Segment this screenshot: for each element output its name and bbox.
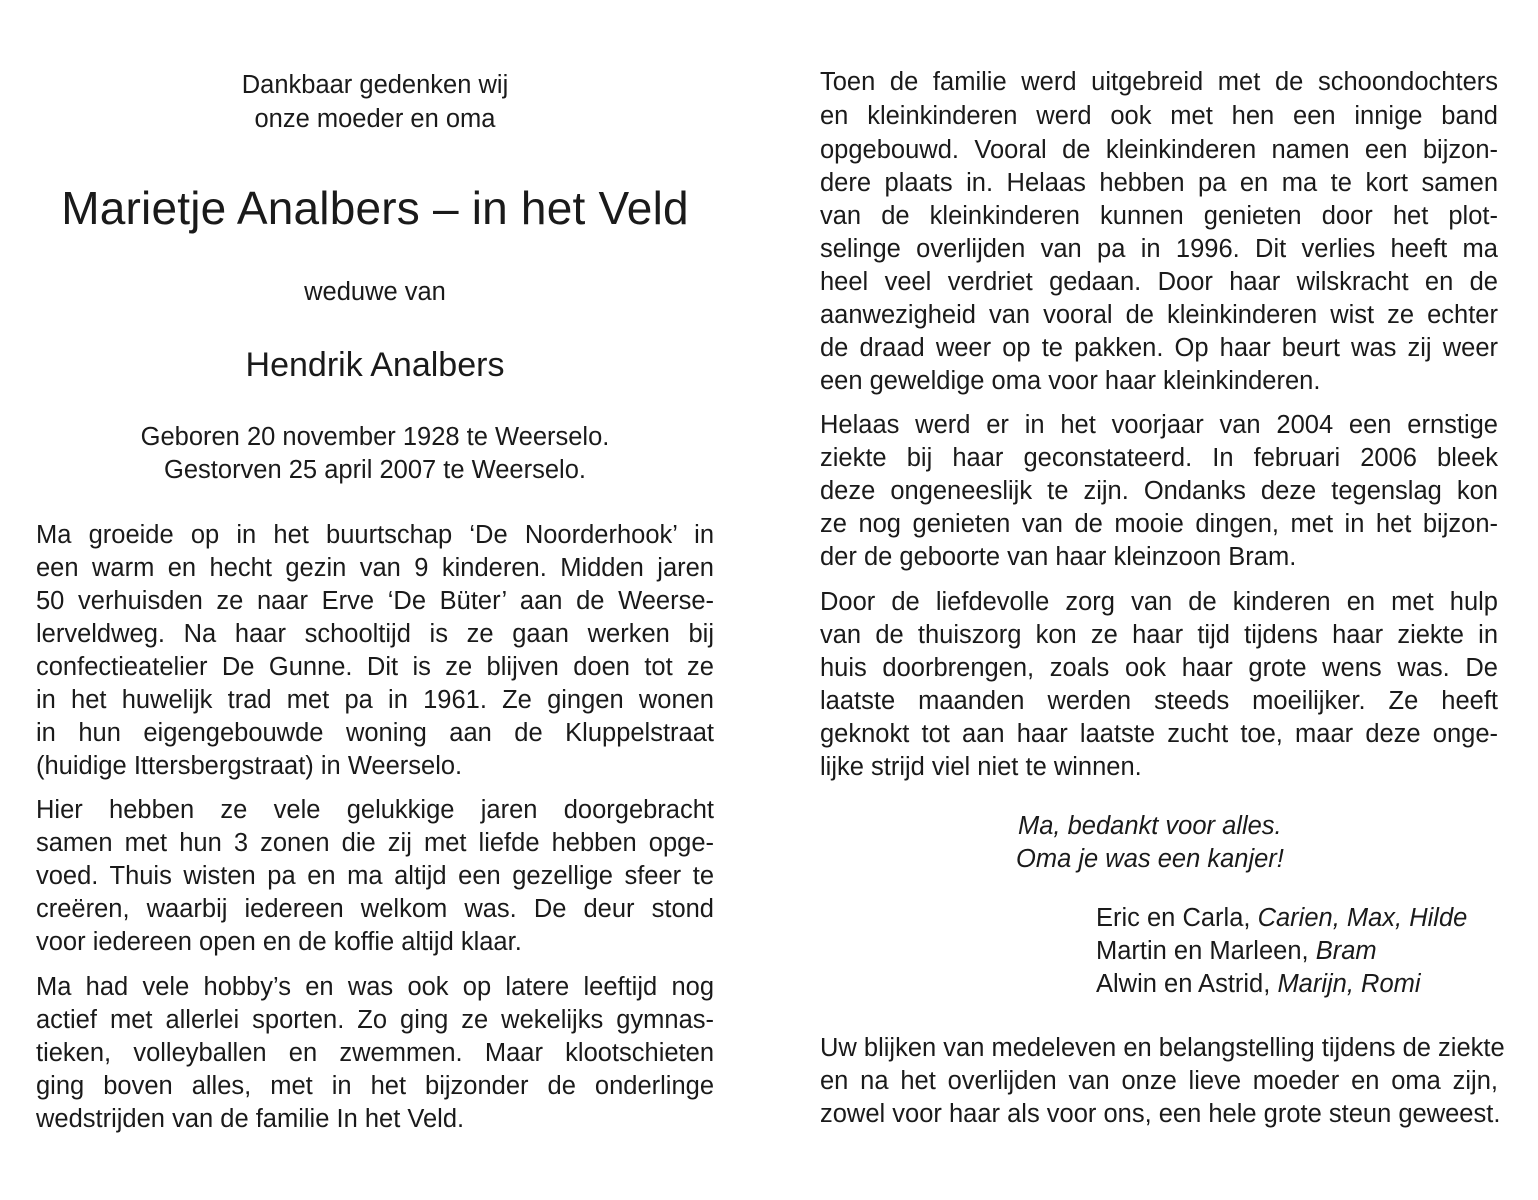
paragraph-line: creëren, waarbij iedereen welkom was. De deur stond xyxy=(36,895,714,923)
paragraph-line: opgebouwd. Vooral de kleinkinderen namen een bijzon- xyxy=(820,136,1498,164)
intro-line: onze moeder en oma xyxy=(254,105,496,133)
paragraph-line: in hun eigengebouwde woning aan de Kluppelstraat xyxy=(36,719,714,747)
paragraph-line: geknokt tot aan haar laatste zucht toe, maar deze onge- xyxy=(820,720,1498,748)
family-line xyxy=(1096,901,1467,935)
paragraph-line: een geweldige oma voor haar kleinkinderen. xyxy=(820,367,1321,395)
paragraph-line: huis doorbrengen, zoals ook haar grote wens was. De xyxy=(820,654,1498,682)
paragraph-line: confectieatelier De Gunne. Dit is ze blijven doen tot ze xyxy=(36,653,714,681)
paragraph-line: Helaas werd er in het voorjaar van 2004 een ernstige xyxy=(820,411,1498,439)
paragraph-line: deze ongeneeslijk te zijn. Ondanks deze tegenslag kon xyxy=(820,477,1498,505)
paragraph-line: selinge overlijden van pa in 1996. Dit verlies heeft ma xyxy=(820,235,1498,263)
paragraph-line: voor iedereen open en de koffie altijd klaar. xyxy=(36,928,522,956)
paragraph-line: lerveldweg. Na haar schooltijd is ze gaan werken bij xyxy=(36,620,714,648)
closing-line: en na het overlijden van onze lieve moeder en oma zijn, xyxy=(820,1067,1498,1095)
paragraph-line: heel veel verdriet gedaan. Door haar wilskracht en de xyxy=(820,268,1498,296)
paragraph-line: wedstrijden van de familie In het Veld. xyxy=(36,1105,465,1133)
family-children: Marijn, Romi xyxy=(1277,970,1421,998)
thanks-line: Oma je was een kanjer! xyxy=(1016,845,1284,873)
paragraph-line: ging boven alles, met in het bijzonder de onderlinge xyxy=(36,1072,714,1100)
paragraph-line: aanwezigheid van vooral de kleinkinderen wist ze echter xyxy=(820,301,1498,329)
paragraph-line: (huidige Ittersbergstraat) in Weerselo. xyxy=(36,752,463,780)
paragraph-line: ziekte bij haar geconstateerd. In februari 2006 bleek xyxy=(820,444,1498,472)
husband-name: Hendrik Analbers xyxy=(245,346,505,384)
paragraph-line: 50 verhuisden ze naar Erve ‘De Büter’ aan de Weerse- xyxy=(36,587,714,615)
closing-line: Uw blijken van medeleven en belangstelling tijdens de ziekte xyxy=(820,1034,1505,1062)
widow-of-label: weduwe van xyxy=(304,278,446,306)
paragraph-line: Door de liefdevolle zorg van de kinderen en met hulp xyxy=(820,588,1498,616)
family-line xyxy=(1096,934,1377,968)
paragraph-line: laatste maanden werden steeds moeilijker. Ze heeft xyxy=(820,687,1498,715)
family-children: Carien, Max, Hilde xyxy=(1257,904,1468,932)
paragraph-line: Hier hebben ze vele gelukkige jaren doorgebracht xyxy=(36,796,714,824)
paragraph-line: samen met hun 3 zonen die zij met liefde hebben opge- xyxy=(36,829,714,857)
family-parents: Eric en Carla, xyxy=(1096,904,1251,932)
paragraph-line: van de kleinkinderen kunnen genieten door het plot- xyxy=(820,202,1498,230)
paragraph-line: dere plaats in. Helaas hebben pa en ma te kort samen xyxy=(820,169,1498,197)
paragraph-line: Ma groeide op in het buurtschap ‘De Noorderhook’ in xyxy=(36,521,714,549)
thanks-line: Ma, bedankt voor alles. xyxy=(1018,812,1282,840)
family-parents: Alwin en Astrid, xyxy=(1096,970,1271,998)
deceased-name: Marietje Analbers – in het Veld xyxy=(61,182,689,234)
paragraph-line: tieken, volleyballen en zwemmen. Maar klootschieten xyxy=(36,1039,714,1067)
paragraph-line: in het huwelijk trad met pa in 1961. Ze gingen wonen xyxy=(36,686,714,714)
paragraph-line: lijke strijd viel niet te winnen. xyxy=(820,753,1142,781)
paragraph-line: voed. Thuis wisten pa en ma altijd een gezellige sfeer te xyxy=(36,862,714,890)
paragraph-line: de draad weer op te pakken. Op haar beurt was zij weer xyxy=(820,334,1498,362)
paragraph-line: en kleinkinderen werd ook met hen een innige band xyxy=(820,102,1498,130)
family-line xyxy=(1096,967,1421,1001)
death-line: Gestorven 25 april 2007 te Weerselo. xyxy=(164,456,586,484)
intro-line: Dankbaar gedenken wij xyxy=(241,71,509,99)
paragraph-line: ze nog genieten van de mooie dingen, met in het bijzon- xyxy=(820,510,1498,538)
family-parents: Martin en Marleen, xyxy=(1096,937,1309,965)
paragraph-line: der de geboorte van haar kleinzoon Bram. xyxy=(820,543,1297,571)
family-children: Bram xyxy=(1315,937,1377,965)
paragraph-line: van de thuiszorg kon ze haar tijd tijdens haar ziekte in xyxy=(820,621,1498,649)
birth-line: Geboren 20 november 1928 te Weerselo. xyxy=(140,423,610,451)
paragraph-line: Ma had vele hobby’s en was ook op latere leeftijd nog xyxy=(36,973,714,1001)
closing-line: zowel voor haar als voor ons, een hele grote steun geweest. xyxy=(820,1100,1501,1128)
paragraph-line: actief met allerlei sporten. Zo ging ze wekelijks gymnas- xyxy=(36,1006,714,1034)
paragraph-line: een warm en hecht gezin van 9 kinderen. Midden jaren xyxy=(36,554,714,582)
paragraph-line: Toen de familie werd uitgebreid met de schoondochters xyxy=(820,68,1498,96)
